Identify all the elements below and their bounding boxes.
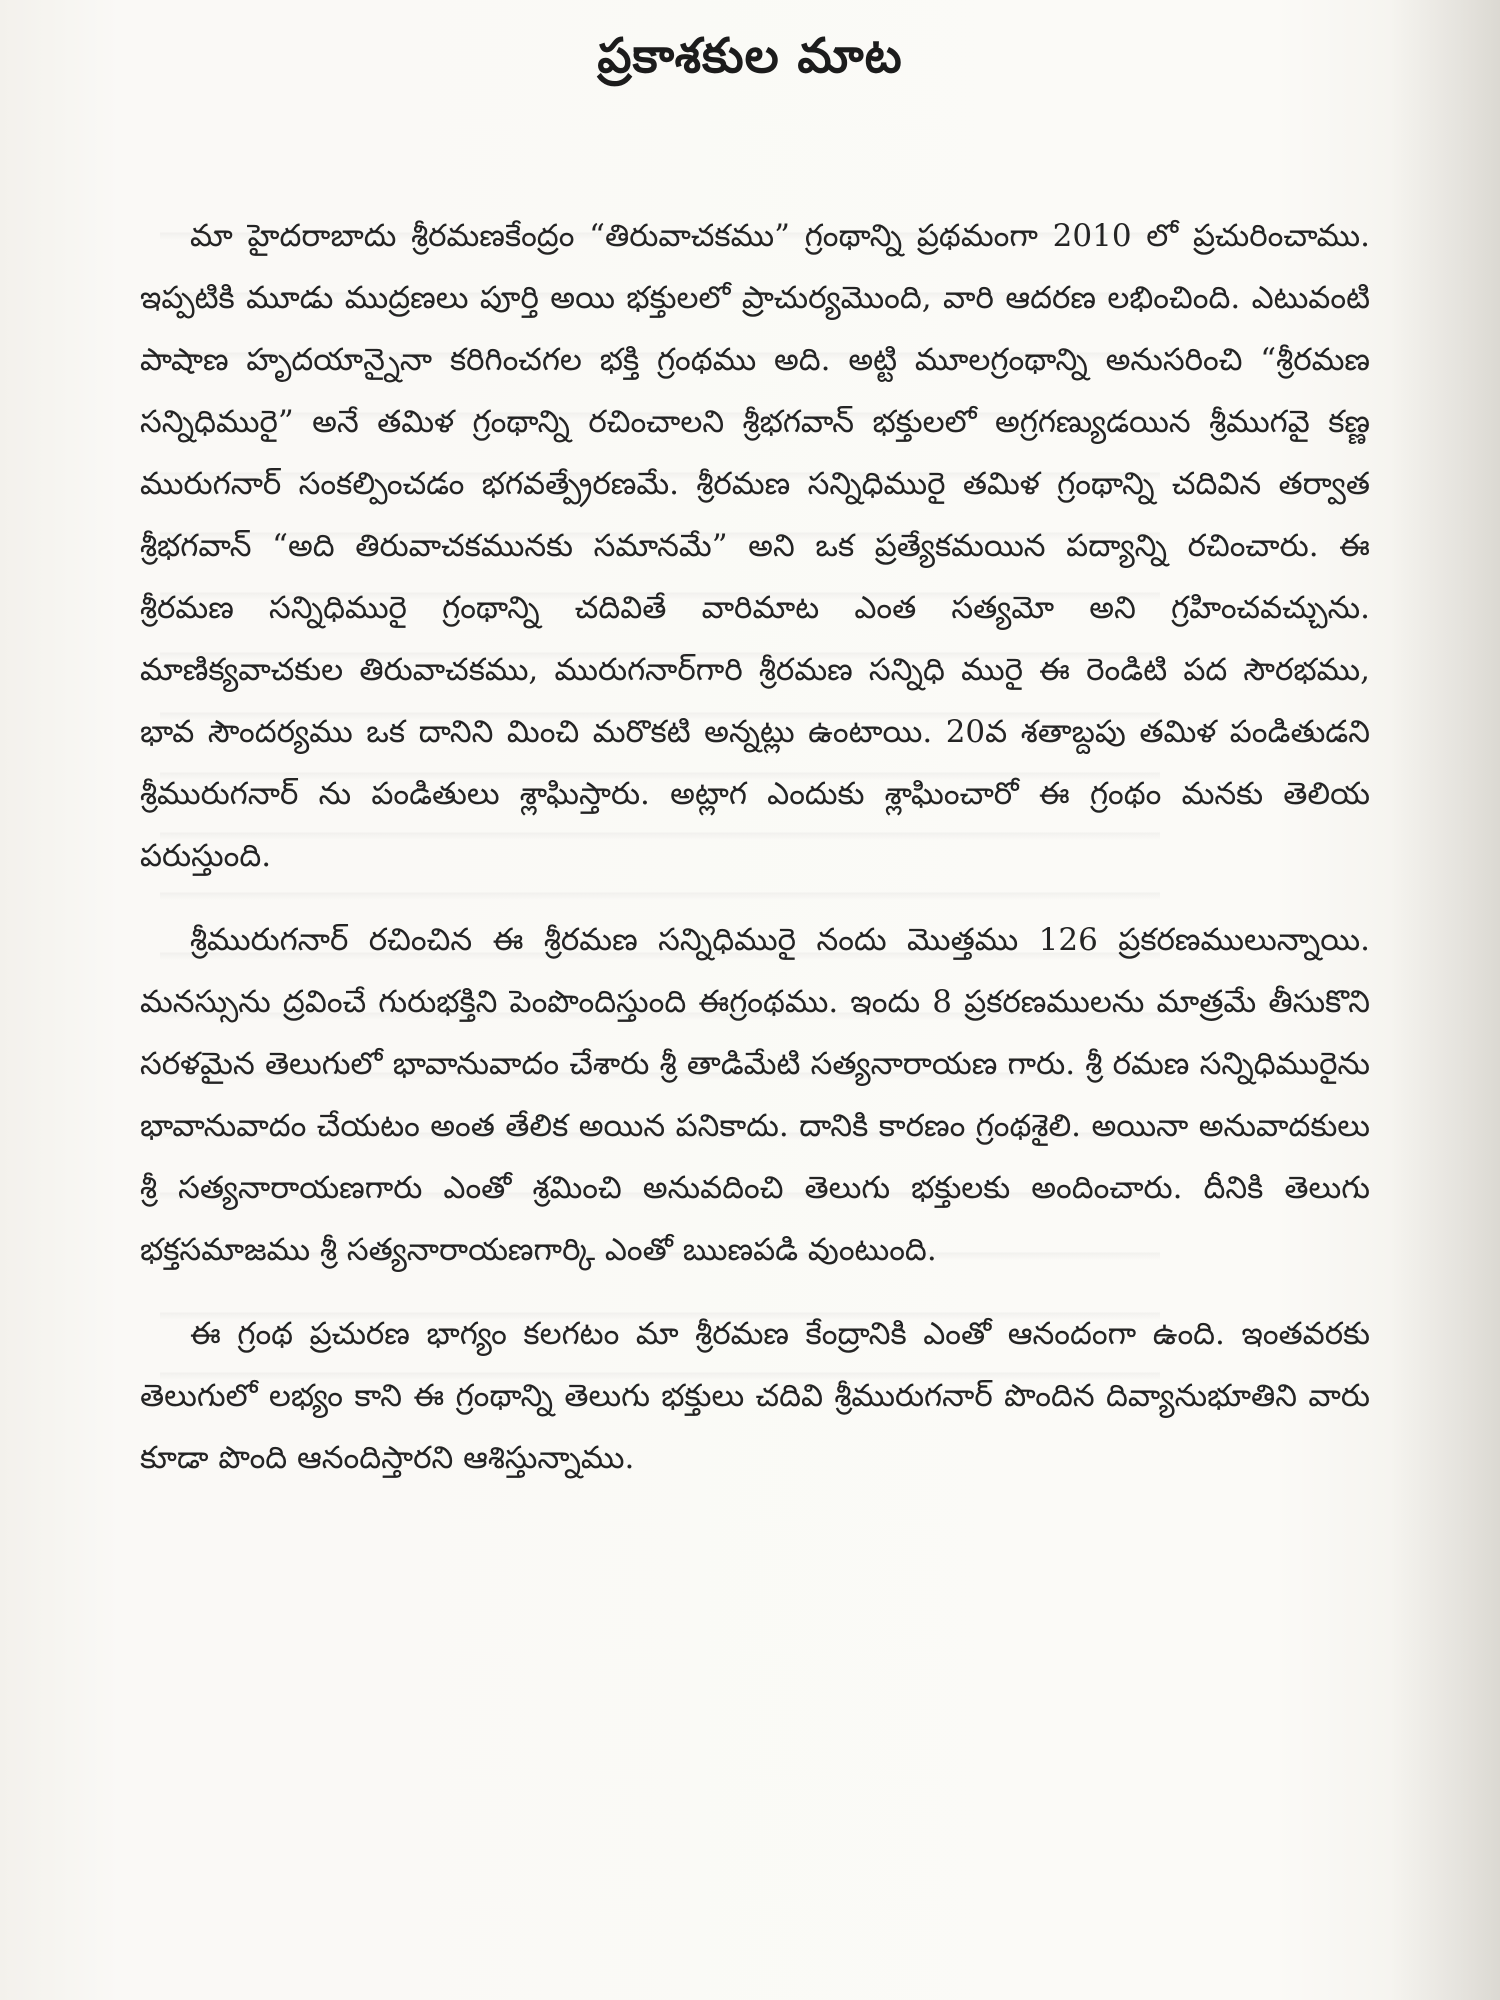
paragraph-2: శ్రీమురుగనార్ రచించిన ఈ శ్రీరమణ సన్నిధిమురై నందు మొత్తము 126 ప్రకరణములున్నాయి. మనస్సును ద్రవించే గురుభక్తిని పెంపొందిస్తుంది ఈగ్రంథము. ఇందు 8 ప్రకరణములను మాత్రమే తీసుకొని సరళమైన తెలుగులో భావానువాదం చేశారు శ్రీ తాడిమేటి సత్యనారాయణ గారు. శ్రీ రమణ సన్నిధిమురైను భావానువాదం చేయటం అంత తేలిక అయిన పనికాదు. దానికి కారణం గ్రంథశైలి. అయినా అనువాదకులు శ్రీ సత్యనారాయణగారు ఎంతో శ్రమించి అనువదించి తెలుగు భక్తులకు అందించారు. దీనికి తెలుగు భక్తసమాజము శ్రీ సత్యనారాయణగార్కి ఎంతో ఋణపడి వుంటుంది. — [140, 922, 1370, 1268]
paragraph-3: ఈ గ్రంథ ప్రచురణ భాగ్యం కలగటం మా శ్రీరమణ కేంద్రానికి ఎంతో ఆనందంగా ఉంది. ఇంతవరకు తెలుగులో లభ్యం కాని ఈ గ్రంథాన్ని తెలుగు భక్తులు చదివి శ్రీమురుగనార్ పొందిన దివ్యానుభూతిని వారు కూడా పొంది ఆనందిస్తారని ఆశిస్తున్నాము. — [140, 1316, 1370, 1476]
page-title: ప్రకాశకుల మాట — [597, 28, 903, 84]
page-edge-shadow — [1390, 0, 1500, 2000]
body-text — [140, 205, 1370, 1511]
paragraph-1: మా హైదరాబాదు శ్రీరమణకేంద్రం “తిరువాచకము” గ్రంథాన్ని ప్రథమంగా 2010 లో ప్రచురించాము. ఇప్పటికి మూడు ముద్రణలు పూర్తి అయి భక్తులలో ప్రాచుర్యమొంది, వారి ఆదరణ లభించింది. ఎటువంటి పాషాణ హృదయాన్నైనా కరిగించగల భక్తి గ్రంథము అది. అట్టి మూలగ్రంథాన్ని అనుసరించి “శ్రీరమణ సన్నిధిమురై” అనే తమిళ గ్రంథాన్ని రచించాలని శ్రీభగవాన్ భక్తులలో అగ్రగణ్యుడయిన శ్రీముగవై కణ్ణ మురుగనార్ సంకల్పించడం భగవత్ప్రేరణమే. శ్రీరమణ సన్నిధిమురై తమిళ గ్రంథాన్ని చదివిన తర్వాత శ్రీభగవాన్ “అది తిరువాచకమునకు సమానమే” అని ఒక ప్రత్యేకమయిన పద్యాన్ని రచించారు. ఈ శ్రీరమణ సన్నిధిమురై గ్రంథాన్ని చదివితే వారిమాట ఎంత సత్యమో అని గ్రహించవచ్చును. మాణిక్యవాచకుల తిరువాచకము, మురుగనార్‌గారి శ్రీరమణ సన్నిధి మురై ఈ రెండిటి పద సౌరభము, భావ సౌందర్యము ఒక దానిని మించి మరొకటి అన్నట్లు ఉంటాయి. 20వ శతాబ్దపు తమిళ పండితుడని శ్రీమురుగనార్ ను పండితులు శ్లాఘిస్తారు. అట్లాగ ఎందుకు శ్లాఘించారో ఈ గ్రంథం మనకు తెలియ పరుస్తుంది. — [140, 218, 1370, 874]
